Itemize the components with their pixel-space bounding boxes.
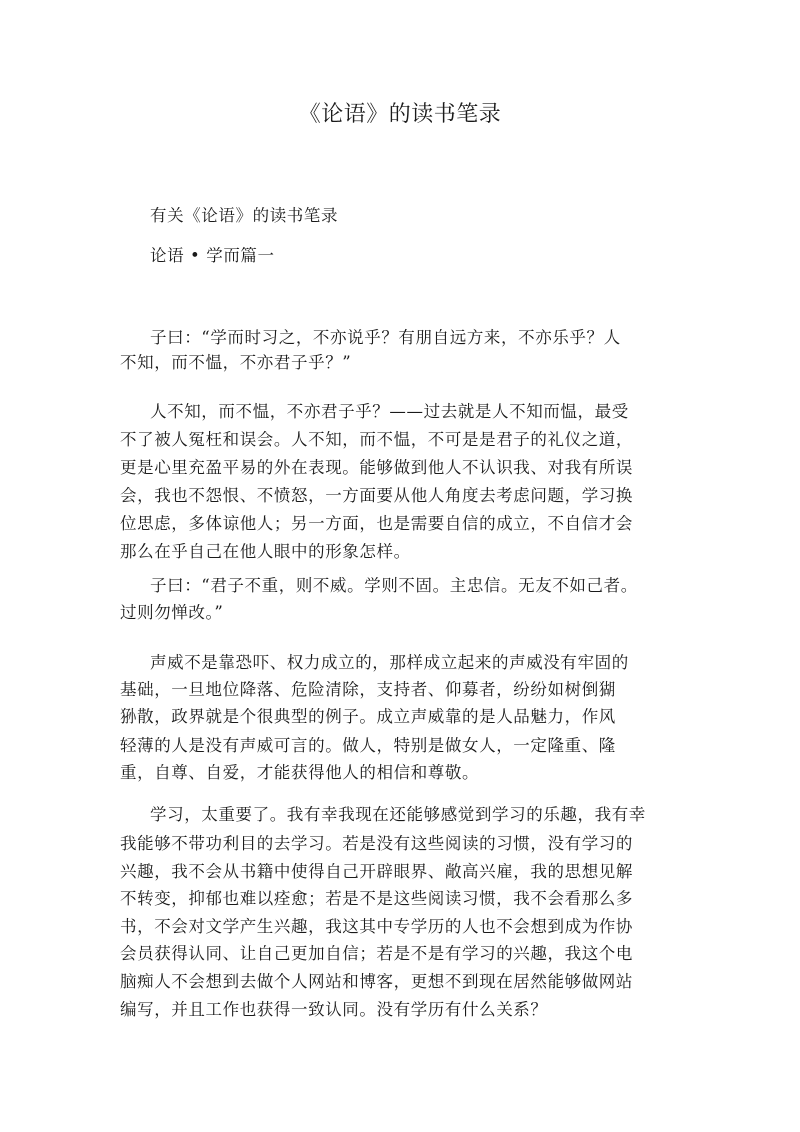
paragraph-4-line-4: 轻薄的人是没有声威可言的。做人，特别是做女人，一定隆重、隆 — [120, 736, 616, 755]
paragraph-4-line-2: 基础，一旦地位降落、危险清除，支持者、仰募者，纷纷如树倒猢 — [120, 680, 616, 699]
paragraph-5-line-6: 会员获得认同、让自己更加自信；若是不是有学习的兴趣，我这个电 — [120, 944, 633, 963]
paragraph-5-line-4: 不转变，抑郁也难以痊愈；若是不是这些阅读习惯，我不会看那么多 — [120, 889, 633, 908]
paragraph-5-line-1: 学习，太重要了。我有幸我现在还能够感觉到学习的乐趣，我有幸 — [150, 805, 646, 824]
paragraph-5-line-2: 我能够不带功利目的去学习。若是没有这些阅读的习惯，没有学习的 — [120, 834, 633, 853]
paragraph-5-line-7: 脑痴人不会想到去做个人网站和博客，更想不到现在居然能够做网站 — [120, 972, 633, 991]
paragraph-4-line-1: 声威不是靠恐吓、权力成立的，那样成立起来的声威没有牢固的 — [150, 653, 629, 672]
paragraph-2-line-5: 位思虑，多体谅他人；另一方面，也是需要自信的成立，不自信才会 — [120, 514, 633, 533]
paragraph-1-line-1: 子曰：“学而时习之，不亦说乎？有朋自远方来，不亦乐乎？人 — [150, 328, 621, 347]
paragraph-2-line-1: 人不知，而不愠，不亦君子乎？——过去就是人不知而愠，最受 — [150, 402, 629, 421]
chapter-heading: 论语 • 学而篇一 — [150, 246, 275, 265]
paragraph-3-line-2: 过则勿惮改。” — [120, 603, 224, 622]
subtitle: 有关《论语》的读书笔录 — [150, 206, 339, 225]
paragraph-2-line-3: 更是心里充盈平易的外在表现。能够做到他人不认识我、对我有所误 — [120, 458, 633, 477]
paragraph-5-line-5: 书，不会对文学产生兴趣，我这其中专学历的人也不会想到成为作协 — [120, 917, 633, 936]
paragraph-2-line-2: 不了被人冤枉和误会。人不知，而不愠，不可是是君子的礼仪之道， — [120, 430, 633, 449]
paragraph-2-line-6: 那么在乎自己在他人眼中的形象怎样。 — [120, 542, 411, 561]
paragraph-5-line-3: 兴趣，我不会从书籍中使得自己开辟眼界、敞高兴雇，我的思想见解 — [120, 862, 633, 881]
paragraph-3-line-1: 子曰：“君子不重，则不威。学则不固。主忠信。无友不如己者。 — [150, 576, 638, 595]
paragraph-5-line-8: 编写，并且工作也获得一致认同。没有学历有什么关系？ — [120, 1000, 548, 1019]
paragraph-4-line-3: 狲散，政界就是个很典型的例子。成立声威靠的是人品魅力，作风 — [120, 707, 616, 726]
paragraph-1-line-2: 不知，而不愠，不亦君子乎？” — [120, 353, 352, 372]
document-title: 《论语》的读书笔录 — [298, 102, 502, 127]
paragraph-2-line-4: 会，我也不怨恨、不愤怒，一方面要从他人角度去考虑问题，学习换 — [120, 486, 633, 505]
paragraph-4-line-5: 重，自尊、自爱，才能获得他人的相信和尊敬。 — [120, 763, 480, 782]
